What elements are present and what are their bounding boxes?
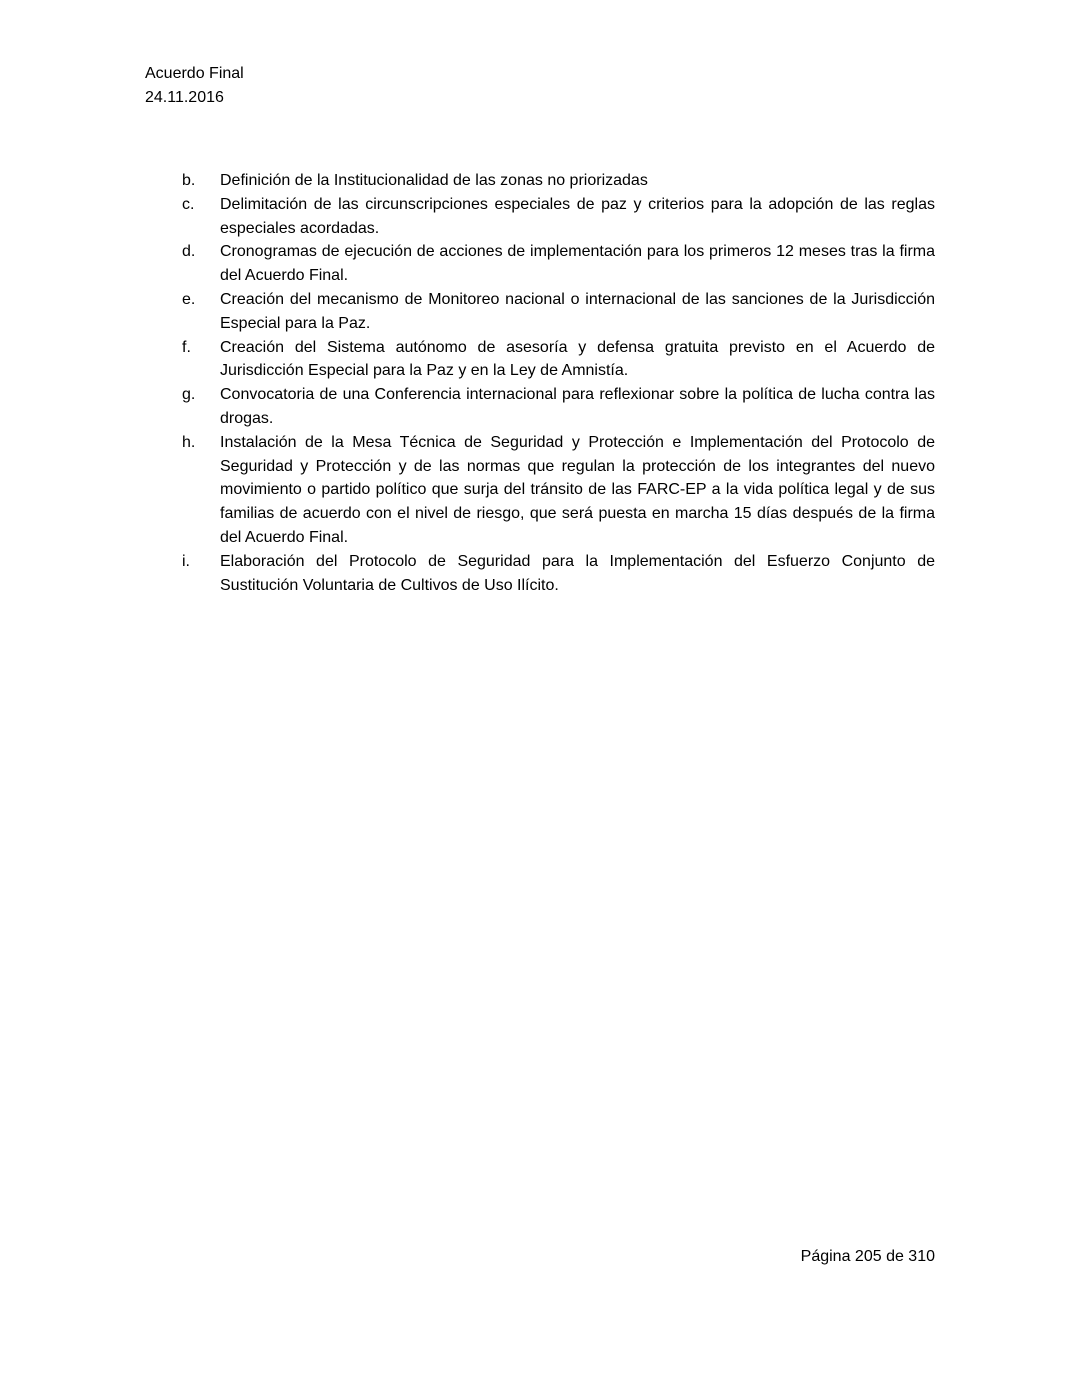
list-item-text: Cronogramas de ejecución de acciones de implementación para los primeros 12 meses tras la firma del Acuerdo Final. [220,243,935,285]
list-marker: e. [182,290,196,308]
list-item-i [182,550,935,598]
document-title: Acuerdo Final [145,65,244,82]
list-marker: i. [182,552,190,570]
item-list [182,169,935,597]
list-item-e [182,288,935,336]
list-item-text: Creación del mecanismo de Monitoreo nacional o internacional de las sanciones de la Jurisdicción Especial para la Paz. [220,290,935,332]
list-item-text: Instalación de la Mesa Técnica de Seguridad y Protección e Implementación del Protocolo de Seguridad y Protección y de las normas que regulan la protección de los integrantes del nuevo movimiento o partido político que surja del tránsito de las FARC-EP a la vida política legal y de sus familias de acuerdo con el nivel de riesgo, que será puesta en marcha 15 días después de la firma del Acuerdo Final. [220,433,935,546]
list-item-text: Creación del Sistema autónomo de asesoría y defensa gratuita previsto en el Acuerdo de Jurisdicción Especial para la Paz y en la Ley de Amnistía. [220,338,935,380]
list-marker: f. [182,338,191,356]
list-marker: g. [182,386,196,404]
list-item-text: Elaboración del Protocolo de Seguridad para la Implementación del Esfuerzo Conjunto de Sustitución Voluntaria de Cultivos de Uso Ilícito. [220,552,935,594]
list-item-d [182,240,935,288]
list-marker: b. [182,172,196,189]
list-marker: c. [182,195,195,213]
list-item-text: Definición de la Institucionalidad de las zonas no priorizadas [220,172,648,189]
list-item-text: Delimitación de las circunscripciones especiales de paz y criterios para la adopción de las reglas especiales acordadas. [220,195,935,237]
document-header [145,62,244,110]
list-item-b [182,169,935,193]
list-item-h [182,431,935,550]
list-marker: d. [182,243,196,261]
list-item-c [182,193,935,241]
list-item-text: Convocatoria de una Conferencia internacional para reflexionar sobre la política de lucha contra las drogas. [220,386,935,427]
document-date: 24.11.2016 [145,89,224,106]
list-marker: h. [182,433,196,451]
list-item-g [182,383,935,431]
page-number: Página 205 de 310 [800,1248,935,1265]
list-item-f [182,336,935,384]
